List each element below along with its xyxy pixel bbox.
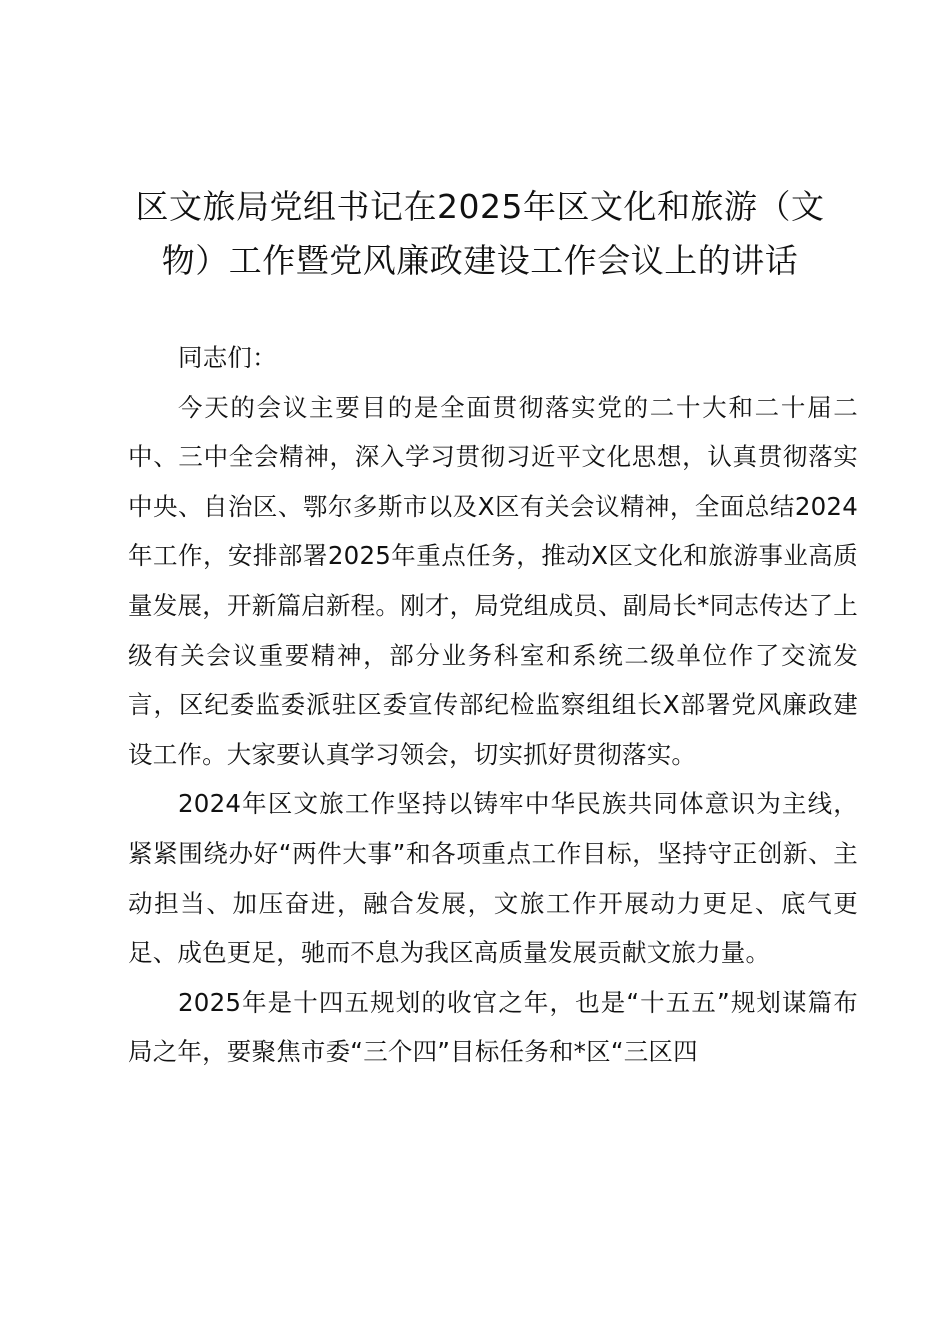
- body-paragraph: 2024年区文旅工作坚持以铸牢中华民族共同体意识为主线，紧紧围绕办好“两件大事”和各项重点工作目标，坚持守正创新、主动担当、加压奋进，融合发展，文旅工作开展动力更足、底气更足、成色更足，驰而不息为我区高质量发展贡献文旅力量。: [128, 789, 858, 968]
- salutation-paragraph: 同志们：: [178, 343, 277, 372]
- body-paragraph: 今天的会议主要目的是全面贯彻落实党的二十大和二十届二中、三中全会精神，深入学习贯彻习近平文化思想，认真贯彻落实中央、自治区、鄂尔多斯市以及X区有关会议精神，全面总结2024年工作，安排部署2025年重点任务，推动X区文化和旅游事业高质量发展，开新篇启新程。刚才，局党组成员、副局长*同志传达了上级有关会议重要精神，部分业务科室和系统二级单位作了交流发言，区纪委监委派驻区委宣传部纪检监察组组长X部署党风廉政建设工作。大家要认真学习领会，切实抓好贯彻落实。: [128, 392, 858, 769]
- document-body: [128, 333, 858, 1077]
- body-paragraph: 2025年是十四五规划的收官之年，也是“十五五”规划谋篇布局之年，要聚焦市委“三个四”目标任务和*区“三区四: [128, 987, 858, 1067]
- document-title: 区文旅局党组书记在2025年区文化和旅游（文物）工作暨党风廉政建设工作会议上的讲话: [135, 187, 825, 280]
